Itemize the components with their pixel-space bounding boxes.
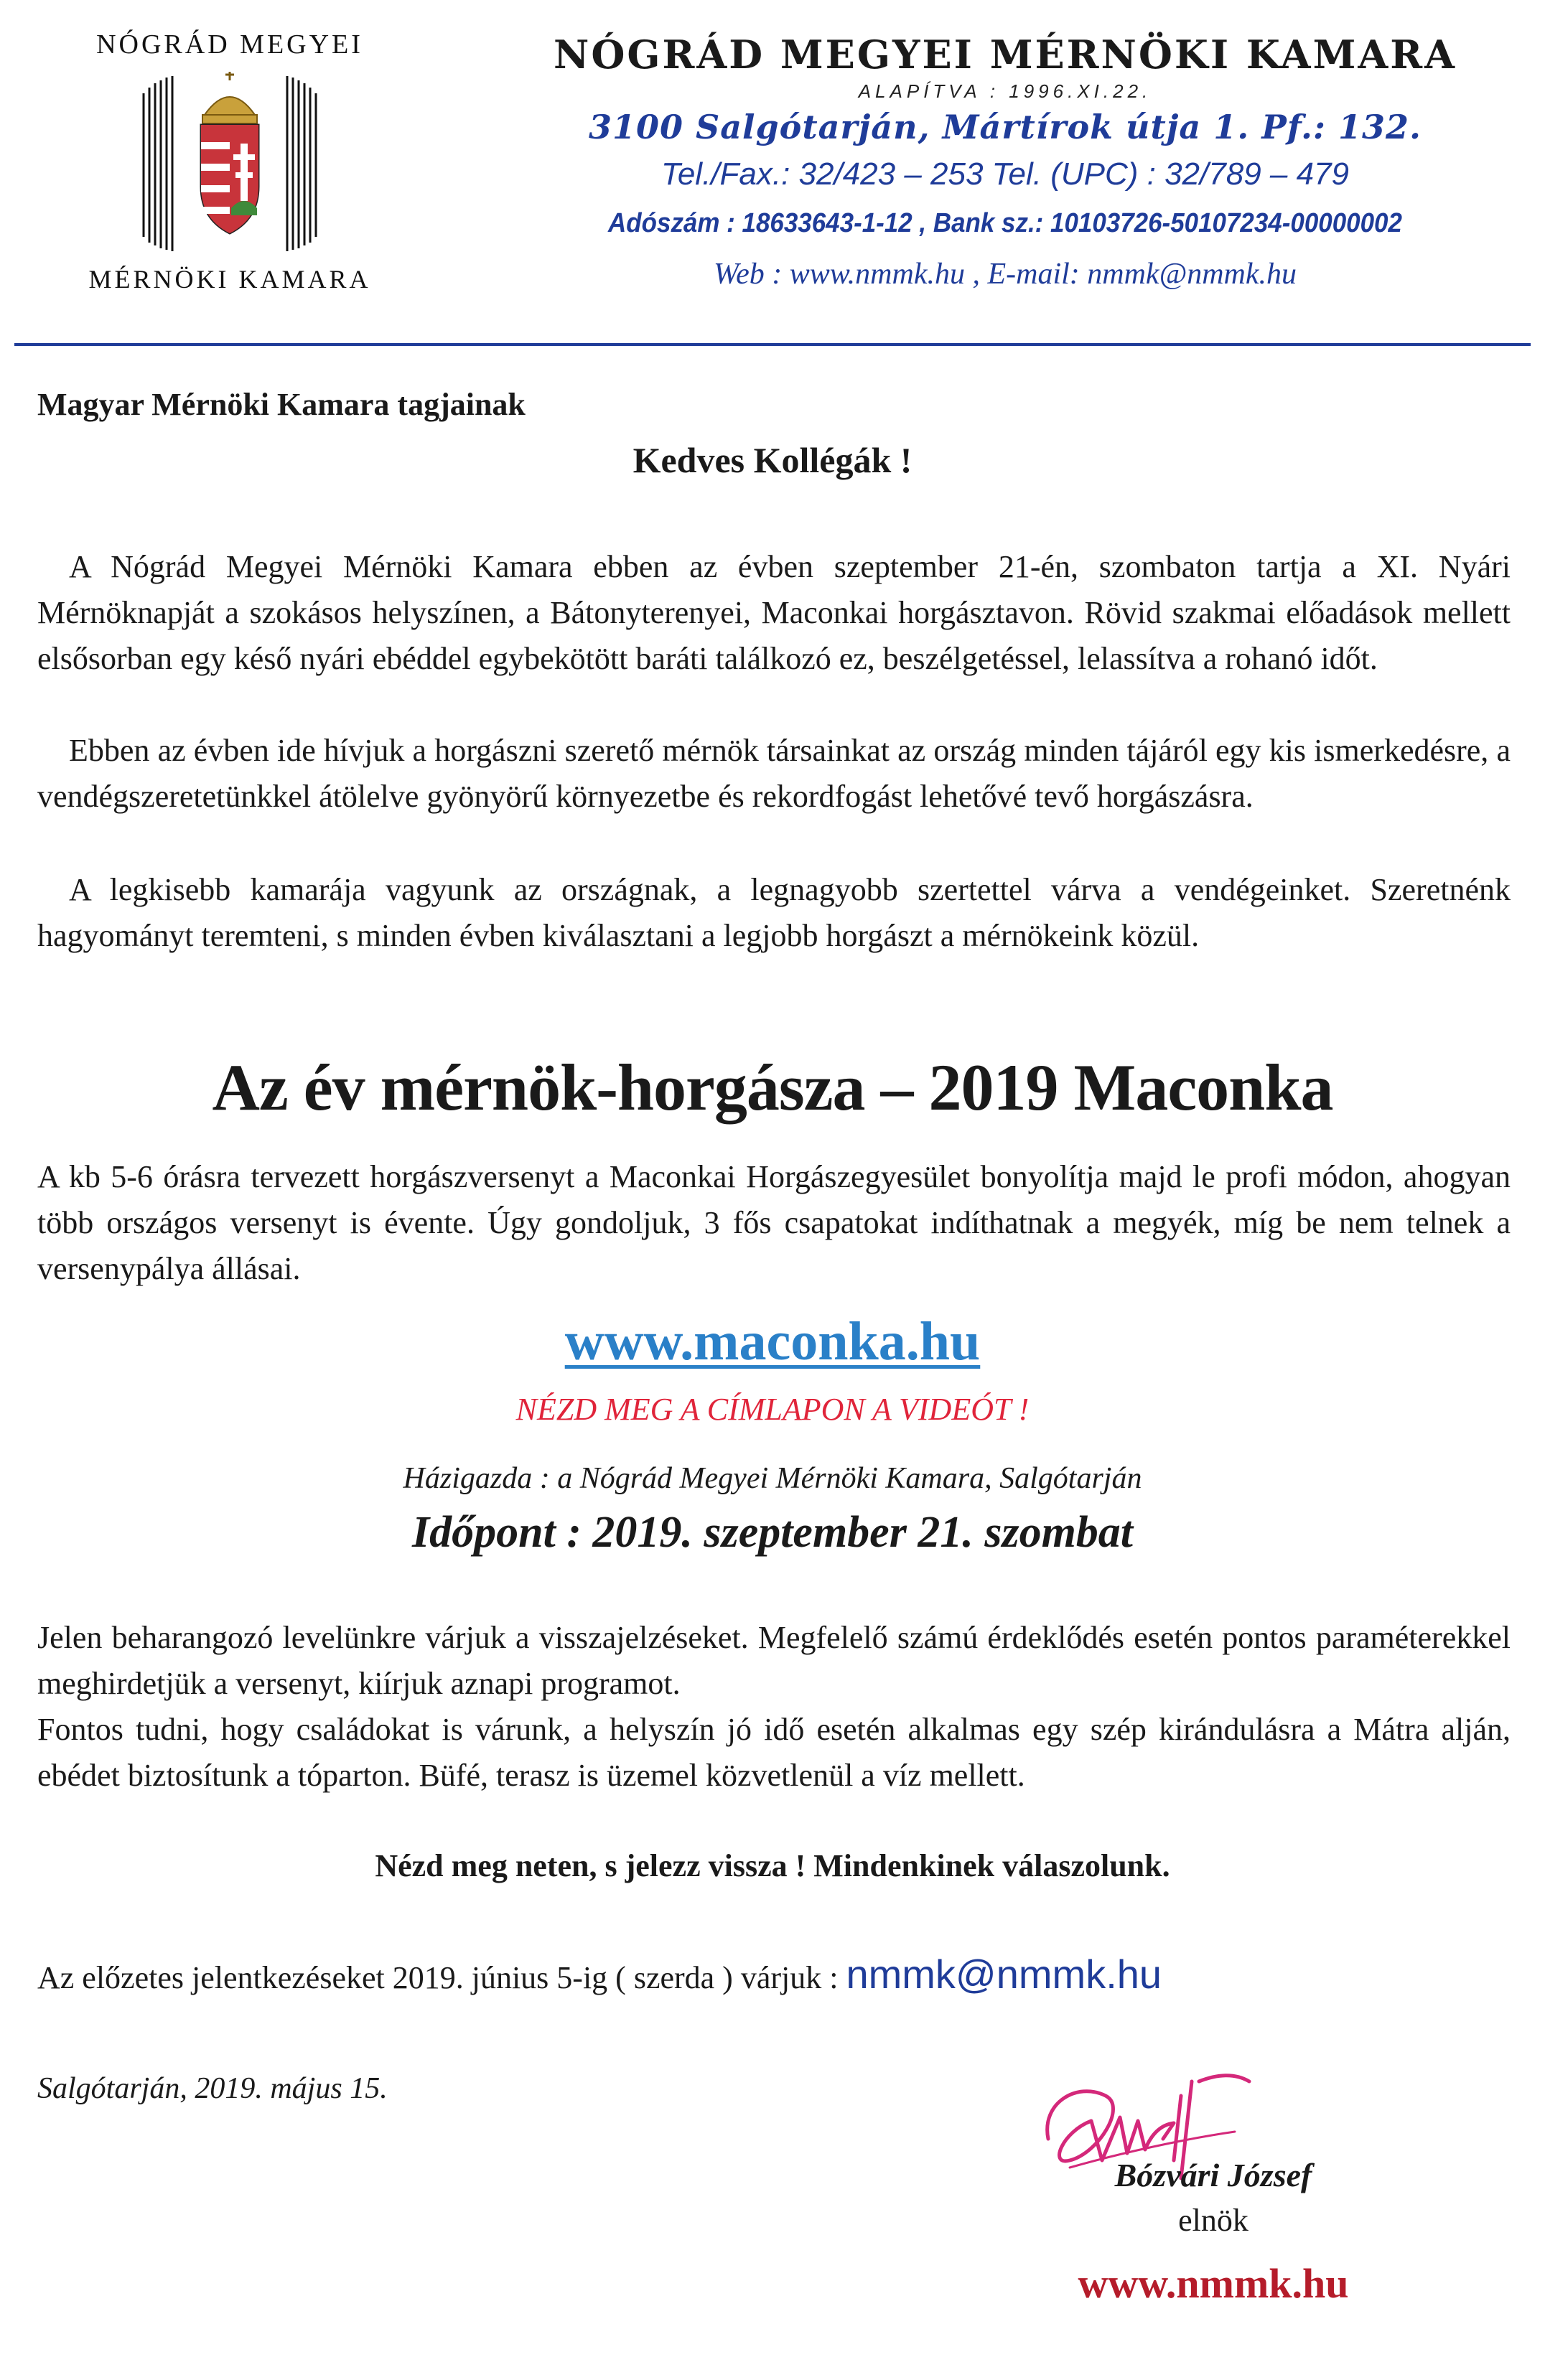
paragraph-2: Ebben az évben ide hívjuk a horgászni szerető mérnök társainkat az ország minden tájáról egy kis ismerkedésre, a vendégszeretetünkkel átölelve gyönyörű környezetbe és rekordfogást lehetővé tevő horgászásra. (37, 733, 1511, 814)
place-date: Salgótarján, 2019. május 15. (37, 2072, 388, 2105)
maconka-link[interactable]: www.maconka.hu (564, 1311, 981, 1372)
crown-icon (202, 72, 257, 123)
greeting: Kedves Kollégák ! (633, 440, 912, 480)
coat-of-arms-shield (201, 125, 258, 233)
deadline-text: Az előzetes jelentkezéseket 2019. június 5-ig ( szerda ) várjuk : (37, 1960, 846, 1995)
paragraph-4: A kb 5-6 órásra tervezett horgászversenyt a Maconkai Horgászegyesület bonyolítja majd le profi módon, ahogyan több országos versenyt is évente. Úgy gondoljuk, 3 fős csapatokat indíthatnak a megyék, míg be nem telnek a versenypálya állásai. (37, 1159, 1511, 1286)
event-headline: Az év mérnök-horgásza – 2019 Maconka (212, 1051, 1333, 1124)
logo-top-text: NÓGRÁD MEGYEI (96, 29, 363, 60)
paragraph-1: A Nógrád Megyei Mérnöki Kamara ebben az évben szeptember 21-én, szombaton tartja a XI. Nyári Mérnöknapját a szokásos helyszínen, a Bátonyterenyei, Maconkai horgásztavon. Rövid szakmai előadások mellett elsősorban egy késő nyári ebéddel egybekötött baráti találkozó ez, beszélgetéssel, lelassítva a rohanó időt. (37, 549, 1511, 676)
chamber-logo (136, 65, 323, 258)
founded-date: ALAPÍTVA : 1996.XI.22. (858, 80, 1152, 102)
paragraph-6: Fontos tudni, hogy családokat is várunk, a helyszín jó idő esetén alkalmas egy szép kirándulásra a Mátra alján, ebédet biztosítunk a tóparton. Büfé, terasz is üzemel közvetlenül a víz mellett. (37, 1712, 1511, 1793)
video-note: NÉZD MEG A CÍMLAPON A VIDEÓT ! (515, 1392, 1030, 1427)
addressee: Magyar Mérnöki Kamara tagjainak (37, 387, 526, 422)
event-date: Időpont : 2019. szeptember 21. szombat (411, 1508, 1134, 1557)
header-divider (14, 343, 1531, 346)
deadline-email-link[interactable]: nmmk@nmmk.hu (846, 1952, 1162, 1997)
call-to-action: Nézd meg neten, s jelezz vissza ! Mindenkinek válaszolunk. (375, 1848, 1170, 1883)
org-title: NÓGRÁD MEGYEI MÉRNÖKI KAMARA (553, 32, 1457, 78)
paragraph-5: Jelen beharangozó levelünkre várjuk a visszajelzéseket. Megfelelő számú érdeklődés esetén pontos paraméterekkel meghirdetjük a versenyt, kiírjuk aznapi programot. (37, 1620, 1511, 1701)
paragraph-3: A legkisebb kamarája vagyunk az országnak, a legnagyobb szertettel várva a vendégeinket. Szeretnénk hagyományt teremteni, s minden évben kiválasztani a legjobb horgászt a mérnökeink közül. (37, 872, 1511, 953)
signer-name: Bózvári József (1114, 2157, 1312, 2193)
phone-numbers: Tel./Fax.: 32/423 – 253 Tel. (UPC) : 32/789 – 479 (661, 156, 1349, 192)
tax-bank-info: Adószám : 18633643-1-12 , Bank sz.: 10103726-50107234-00000002 (608, 208, 1402, 238)
footer-website[interactable]: www.nmmk.hu (1078, 2260, 1349, 2307)
host-line: Házigazda : a Nógrád Megyei Mérnöki Kamara, Salgótarján (403, 1462, 1142, 1495)
postal-address: 3100 Salgótarján, Mártírok útja 1. Pf.: 132. (588, 108, 1422, 146)
web-email: Web : www.nmmk.hu , E-mail: nmmk@nmmk.hu (713, 258, 1297, 291)
signer-role: elnök (1178, 2203, 1248, 2238)
registration-deadline (37, 1951, 1162, 1997)
logo-bottom-text: MÉRNÖKI KAMARA (88, 265, 371, 294)
